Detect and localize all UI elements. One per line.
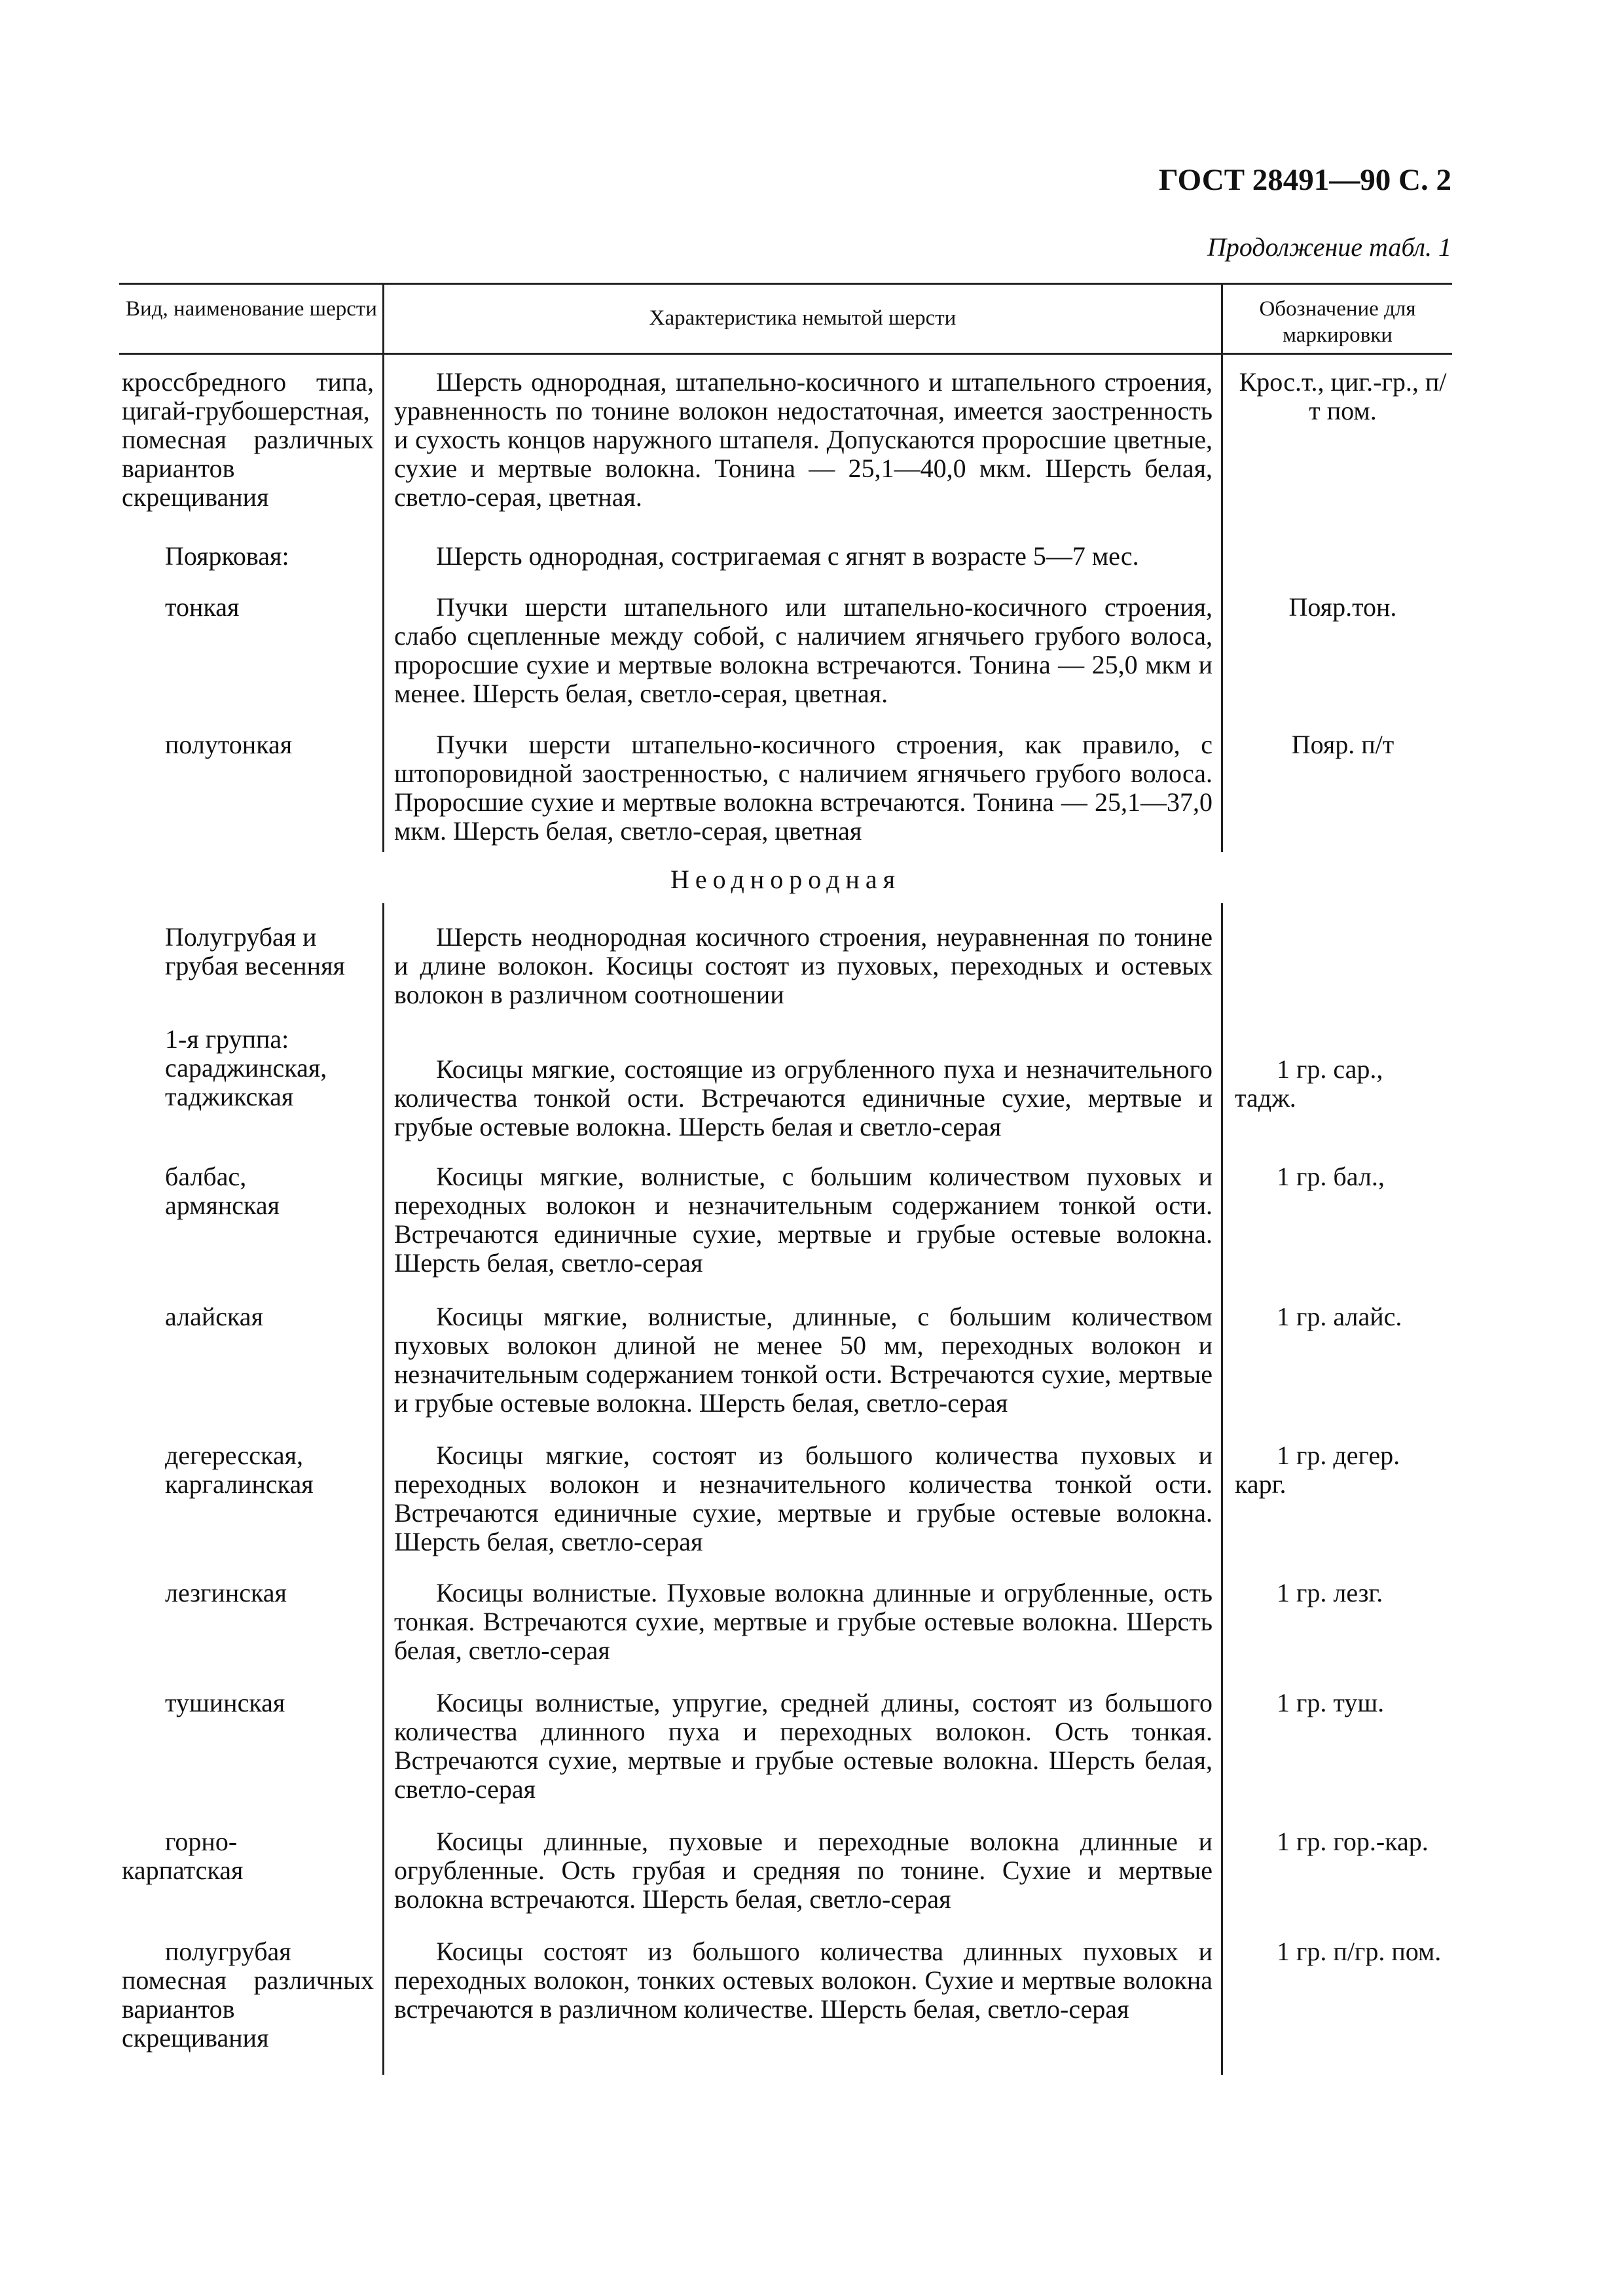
wool-description: Косицы мягкие, волнистые, с большим количеством пуховых и переходных волокон и незначительным содержанием тонкой ости. Встречаются единичные сухие, мертвые и грубые остевые волокна. Шерсть белая, светло-серая (394, 1162, 1213, 1278)
marking-code: 1 гр. лезг. (1277, 1578, 1383, 1607)
wool-description: Косицы волнистые. Пуховые волокна длинные и огрубленные, ость тонкая. Встречаются сухие, мертвые и грубые остевые волокна. Шерсть белая, светло-серая (394, 1578, 1213, 1665)
column-header-marking: Обозначение для маркировки (1259, 297, 1416, 347)
document-code: ГОСТ 28491—90 С. 2 (1158, 163, 1451, 197)
table-header-rule (119, 353, 1452, 355)
table-continuation-label: Продолжение табл. 1 (1207, 232, 1451, 262)
column-divider-2 (1221, 283, 1223, 852)
marking-code: Пояр.тон. (1288, 592, 1397, 622)
wool-type-name: горно-карпатская (122, 1827, 244, 1885)
wool-description: Косицы длинные, пуховые и переходные волокна длинные и огрубленные. Ость грубая и средняя по тонине. Сухие и мертвые волокна встречаются. Шерсть белая, светло-серая (394, 1827, 1213, 1914)
wool-type-name: 1-я группа: сараджинская, таджикская (165, 1024, 327, 1111)
wool-type-name: тушинская (165, 1688, 285, 1717)
marking-code: Пояр. п/т (1291, 730, 1395, 759)
marking-code: Крос.т., циг.-гр., п/т пом. (1239, 367, 1447, 425)
marking-code: 1 гр. п/гр. пом. (1277, 1937, 1442, 1966)
column-divider-1 (382, 283, 384, 852)
wool-type-name: кроссбредного типа, цигай-грубошерстная, помесная различных вариантов скрещивания (122, 367, 374, 512)
wool-description: Шерсть однородная, штапельно-косичного и штапельного строения, уравненность по тонине волокон недостаточная, имеется заостренность и сухость концов наружного штапеля. Допускаются проросшие цветные, сухие и мертвые волокна. Тонина — 25,1—40,0 мкм. Шерсть белая, светло-серая, цветная. (394, 367, 1213, 512)
wool-description: Пучки шерсти штапельного или штапельно-косичного строения, слабо сцепленные между собой, с наличием ягнячьего грубого волоса, проросшие сухие и мертвые волокна встречаются. Тонина — 25,0 мкм и менее. Шерсть белая, светло-серая, цветная. (394, 592, 1213, 708)
wool-type-name: Полугрубая и грубая весенняя (165, 922, 345, 980)
marking-code: 1 гр. алайс. (1277, 1302, 1402, 1331)
section-title: Неоднородная (670, 865, 901, 894)
wool-description: Косицы состоят из большого количества длинных пуховых и переходных волокон, тонких остевых волокон. Сухие и мертвые волокна встречаются в различном количестве. Шерсть белая, светло-серая (394, 1937, 1213, 2024)
wool-description: Шерсть неоднородная косичного строения, неуравненная по тонине и длине волокон. Косицы состоят из пуховых, переходных и остевых волокон в различном соотношении (394, 922, 1213, 1009)
wool-type-name: балбас, армянская (165, 1162, 280, 1220)
column-divider-1-lower (382, 903, 384, 2075)
wool-description: Косицы мягкие, волнистые, длинные, с большим количеством пуховых волокон длиной не менее 50 мм, переходных волокон и незначительным содержанием тонкой ости. Встречаются сухие, мертвые и грубые остевые волокна. Шерсть белая, светло-серая (394, 1302, 1213, 1418)
wool-type-name: полутонкая (165, 730, 293, 759)
column-header-description: Характеристика немытой шерсти (649, 306, 957, 330)
wool-description: Шерсть однородная, состригаемая с ягнят в возрасте 5—7 мес. (436, 541, 1139, 571)
column-header-name: Вид, наименование шерсти (126, 297, 377, 321)
marking-code: 1 гр. гор.-кар. (1277, 1827, 1429, 1856)
marking-code: 1 гр. бал., (1277, 1162, 1385, 1191)
wool-type-name: алайская (165, 1302, 263, 1331)
wool-type-name: Поярковая: (165, 541, 289, 571)
column-divider-2-lower (1221, 903, 1223, 2075)
wool-description: Пучки шерсти штапельно-косичного строения, как правило, с штопоровидной заостренностью, с наличием ягнячьего грубого волоса. Проросшие сухие и мертвые волокна встречаются. Тонина — 25,1—37,0 мкм. Шерсть белая, светло-серая, цветная (394, 730, 1213, 846)
wool-description: Косицы волнистые, упругие, средней длины, состоят из большого количества длинного пуха и переходных волокон. Ость тонкая. Встречаются сухие, мертвые и грубые остевые волокна. Шерсть белая, светло-серая (394, 1688, 1213, 1804)
wool-type-name: дегересская, каргалинская (165, 1441, 314, 1499)
wool-type-name: полугрубая помесная различных вариантов скрещивания (122, 1937, 374, 2053)
table-top-rule (119, 283, 1452, 285)
wool-type-name: лезгинская (165, 1578, 287, 1607)
wool-description: Косицы мягкие, состоящие из огрубленного пуха и незначительного количества тонкой ости. Встречаются единичные сухие, мертвые и грубые остевые волокна. Шерсть белая и светло-серая (394, 1054, 1213, 1141)
marking-code: 1 гр. туш. (1277, 1688, 1385, 1717)
wool-description: Косицы мягкие, состоят из большого количества пуховых и переходных волокон и незначительного количества тонкой ости. Встречаются единичные сухие, мертвые и грубые остевые волокна. Шерсть белая, светло-серая (394, 1441, 1213, 1556)
wool-type-name: тонкая (165, 592, 240, 622)
marking-code: 1 гр. сар., тадж. (1235, 1054, 1383, 1113)
marking-code: 1 гр. дегер. карг. (1235, 1441, 1400, 1499)
